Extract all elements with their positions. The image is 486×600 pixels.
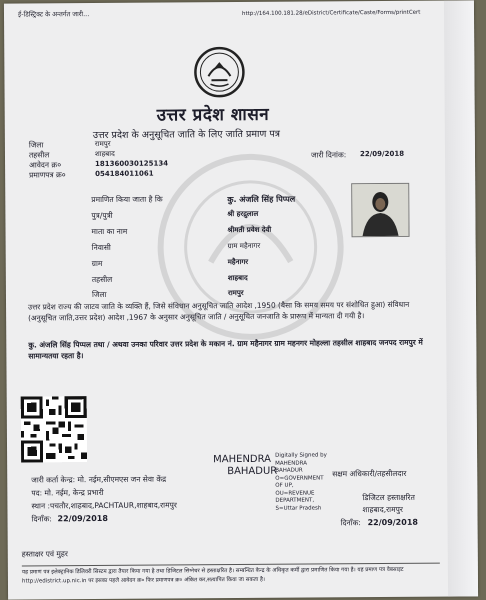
issuer-date: 22/09/2018	[57, 513, 108, 524]
issuer-place: स्थान :पचतौर,शाहबाद,PACHTAUR,शाहबाद,रामपुर	[31, 500, 177, 511]
field-value: शाहबाद	[94, 149, 115, 159]
district-value: रामपुर	[227, 288, 244, 298]
field-label: तहसील	[28, 150, 50, 160]
up-government-emblem	[192, 46, 246, 98]
digitally-signed-label: डिजिटल हस्ताक्षरित	[362, 492, 415, 503]
signer-name-line2: BAHADUR	[227, 465, 278, 478]
issuing-center: जारी कर्ता केन्द्र: मो. नईम,सीएमएस जन सेवा केंद्र	[31, 474, 167, 485]
caste-declaration: उत्तर प्रदेश राज्य की जाटव जाति के व्यक्ति हैं, जिसे संविधान अनुसूचित जाति आदेश ,1950 (बैसा कि समय समय पर संशोधित हुआ) संविधान (अनुसूचित जाति,उत्तर प्रदेश) आदेश ,1967 के अनुसार अनुसूचित जाति / अनुसूचित जनजाति के प्रारूप में मान्यता दी गयी है।	[28, 299, 410, 323]
header-note: ई-डिस्ट्रिक्ट के अन्तर्गत जारी...	[17, 10, 90, 19]
field-label: जिला	[28, 140, 44, 150]
mother-name: श्रीमती प्रवेश देवी	[227, 225, 272, 235]
field-label: आवेदन क्र०	[29, 160, 62, 170]
residence-declaration: कु. अंजलि सिंह पिप्पल तथा / अथवा उनका परिवार उत्तर प्रदेश के मकान नं. ग्राम महैनागर ग्राम महनगर मोहल्ला तहसील शाहबाद जनपद रामपुर में सामान्यतया रहता है।	[28, 337, 423, 361]
applicant-photo	[351, 183, 409, 237]
officer-place: शाहबाद,रामपुर	[362, 504, 403, 515]
certificate-number: 054184011061	[95, 169, 154, 179]
application-number: 181360030125134	[95, 159, 169, 169]
header-url: http://164.100.181.28/eDistrict/Certificate/Caste/Forms/printCert	[241, 9, 421, 17]
field-label: प्रमाणपत्र क्र०	[29, 170, 66, 180]
issue-date: 22/09/2018	[359, 149, 405, 159]
certificate-sheet	[4, 0, 478, 599]
officer-title: सक्षम अधिकारी/तहसीलदार	[332, 468, 407, 479]
officer-date: 22/09/2018	[367, 517, 418, 528]
person-label: ग्राम	[91, 258, 103, 269]
sign-seal-label: हस्ताक्षर एवं मुहर	[21, 549, 68, 559]
digital-signature-text: Digitally Signed by MAHENDRA BAHADUR O=GOVERNMENT OF UP, OU=REVENUE DEPARTMENT, S=Uttar Pradesh	[275, 452, 327, 512]
village-value: महैनागर	[227, 257, 249, 267]
qr-code	[21, 396, 87, 462]
father-name: श्री हरद्रुलाल	[227, 209, 259, 219]
page-subtitle: उत्तर प्रदेश के अनुसूचित जाति के लिए जाति प्रमाण पत्र	[92, 128, 281, 142]
officer-date-label: दिनाँक:	[340, 518, 361, 528]
person-name: कु. अंजलि सिंह पिप्पल	[227, 194, 296, 205]
person-label: तहसील	[91, 274, 113, 285]
residence-value: ग्राम महैनागर	[227, 241, 261, 251]
person-label: प्रमाणित किया जाता है कि	[91, 194, 163, 205]
signer-name-line1: MAHENDRA	[213, 453, 272, 466]
field-value: रामपुर	[94, 139, 111, 149]
issuer-post: पद: मो. नईम, केन्द्र प्रभारी	[31, 487, 104, 498]
issuer-date-label: दिनाँक:	[31, 514, 52, 524]
person-label: जिला	[91, 289, 107, 300]
issue-date-label: जारी दिनांक:	[310, 150, 347, 160]
person-label: पुत्र/पुत्री	[91, 210, 113, 221]
footer-note: यह प्रमाण पत्र इलेक्ट्रानिक डिलिवरी सिस्टम द्वारा तैयार किया गया है तथा डिजिटल सिग्नेचर से हस्ताक्षरित है। सम्बन्धित केन्द्र के अधिकृत कर्मी द्वारा प्रमाणित किया गया है। यह प्रमाण पत्र वेबसाइट http://edistrict.up.nic.in पर इसका पहले आवेदन क्र० फिर प्रमाणपत्र क्र० अंकित कर,सत्यापित किया जा सकता है।	[21, 566, 404, 585]
person-label: माता का नाम	[91, 226, 128, 237]
tehsil-value: शाहबाद	[227, 273, 248, 283]
page-title: उत्तर प्रदेश शासन	[156, 104, 270, 126]
paper-edge	[444, 0, 478, 599]
person-label: निवासी	[91, 242, 111, 253]
